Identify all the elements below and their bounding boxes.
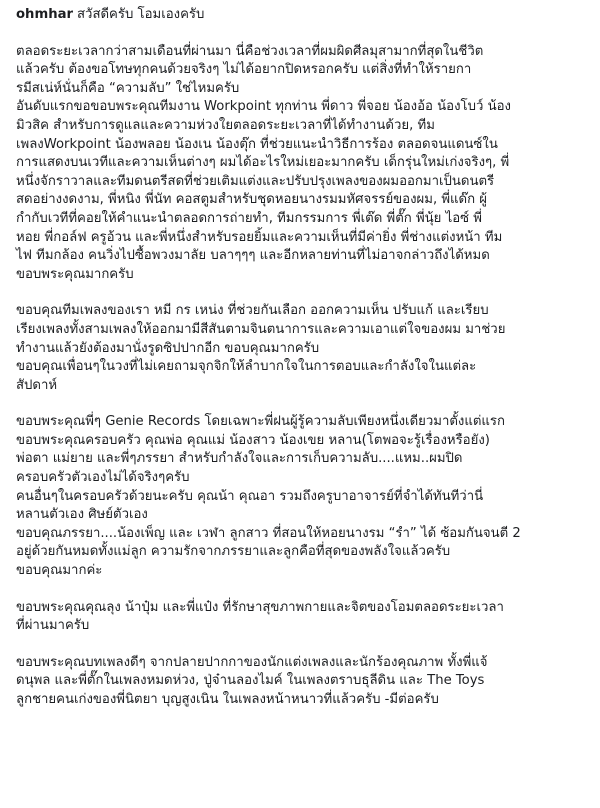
text-line: อันดับแรกขอขอบพระคุณทีมงาน Workpoint ทุกท่าน พี่ดาว พี่จอย น้องอ้อ น้องโบว์ น้อง (16, 99, 511, 115)
text-line: ขอบคุณเพื่อนๆในวงที่ไม่เคยถามจุกจิกให้ลำบากใจในการตอบและกำลังใจในแต่ละ (16, 359, 477, 375)
text-line: แล้วครับ ต้องขอโทษทุกคนด้วยจริงๆ ไม่ได้อยากปิดหรอกครับ แต่สิ่งที่ทำให้รายกา (16, 62, 472, 78)
text-line: ดนุพล และพี่ตั๊กในเพลงหมดห่วง, ปู่จ๋านลองไมค์ ในเพลงตราบธุลีดิน และ The Toys (16, 673, 485, 689)
text-line: ขอบพระคุณมากครับ (16, 266, 134, 282)
paragraph (16, 43, 586, 285)
post-header (16, 6, 586, 25)
text-line: หนึ่งจักราวาลและทีมดนตรีสดที่ช่วยเติมแต่งและปรับปรุงเพลงของผมออกมาเป็นดนตรี (16, 173, 495, 189)
text-line: มิวสิค สำหรับการดูแลและความห่วงใยตลอดระยะเวลาที่ได้ทำงานด้วย, ทีม (16, 117, 435, 133)
text-line: เพลงWorkpoint น้องพลอย น้องเน น้องตุ๊ก ที่ช่วยแนะนำวิธีการร้อง ตลอดจนแดนซ์ใน (16, 136, 498, 152)
paragraph (16, 413, 586, 580)
text-line: ที่ผ่านมาครับ (16, 618, 90, 634)
post-text (16, 43, 586, 710)
text-line: อยู่ด้วยกันหมดทั้งแม่ลูก ความรักจากภรรยาและลูกคือที่สุดของพลังใจแล้วครับ (16, 544, 451, 560)
text-line: ขอบคุณมากค่ะ (16, 563, 103, 579)
text-line: ตลอดระยะเวลากว่าสามเดือนที่ผ่านมา นี่คือช่วงเวลาที่ผมผิดศีลมุสามากที่สุดในชีวิต (16, 43, 484, 59)
text-line: ขอบพระคุณคุณลุง น้าปุ๋ม และพี่แป๋ง ที่รักษาสุขภาพกายและจิตของโอมตลอดระยะเวลา (16, 599, 504, 615)
text-line: ทำงานแล้วยังต้องมานั่งรูดซิปปากอีก ขอบคุณมากครับ (16, 340, 320, 356)
text-line: การแสดงบนเวทีและความเห็นต่างๆ ผมได้อะไรใหม่เยอะมากครับ เด็กรุ่นใหม่เก่งจริงๆ, พี่ (16, 155, 510, 171)
text-line: กำกับเวทีที่คอยให้คำแนะนำตลอดการถ่ายทำ, ทีมกรรมการ พี่เต๊ด พี่ตั๊ก พี่นุ้ย ไอซ์ พี่ (16, 210, 482, 226)
text-line: ขอบพระคุณบทเพลงดีๆ จากปลายปากกาของนักแต่งเพลงและนักร้องคุณภาพ ทั้งพี่แจ้ (16, 654, 488, 670)
text-line: ครอบครัวตัวเองไม่ได้จริงๆครับ (16, 470, 190, 486)
text-line: พ่อตา แม่ยาย และพี่ๆภรรยา สำหรับกำลังใจและการเก็บความลับ....แหม..ผมปิด (16, 451, 463, 467)
author-name[interactable]: ohmhar (16, 7, 73, 22)
text-line: ขอบคุณทีมเพลงของเรา หมี กร เหน่ง ที่ช่วยกันเลือก ออกความเห็น ปรับแก้ และเรียบ (16, 303, 489, 319)
text-line: หอย พี่กอล์ฟ ครูอ้วน และพี่หนึ่งสำหรับรอยยิ้มและความเห็นที่มีค่ายิ่ง พี่ช่างแต่งหน้า ทีม (16, 229, 503, 245)
text-line: ขอบพระคุณพี่ๆ Genie Records โดยเฉพาะพี่ฝนผู้รู้ความลับเพียงหนึ่งเดียวมาตั้งแต่แรก (16, 414, 505, 430)
paragraph (16, 599, 586, 636)
text-line: สัปดาห์ (16, 377, 58, 393)
text-line: ขอบคุณภรรยา....น้องเพ็ญ และ เวฬา ลูกสาว ที่สอนให้หอยนางรม “รำ” ได้ ซ้อมกันจนตี 2 (16, 525, 521, 541)
greeting-text: สวัสดีครับ โอมเองครับ (76, 7, 205, 22)
text-line: รมีสเน่ห์นั่นก็คือ “ความลับ” ใช่ไหมครับ (16, 80, 240, 96)
text-line: คนอื่นๆในครอบครัวด้วยนะครับ คุณน้า คุณอา รวมถึงครูบาอาจารย์ที่จำได้ทันทีว่านี่ (16, 488, 484, 504)
text-line: ขอบพระคุณครอบครัว คุณพ่อ คุณแม่ น้องสาว น้องเขย หลาน(โตพอจะรู้เรื่องหรือยัง) (16, 432, 490, 448)
text-line: เรียงเพลงทั้งสามเพลงให้ออกมามีสีสันตามจินตนาการและความเอาแต่ใจของผม มาช่วย (16, 321, 506, 337)
text-line: ลูกชายคนเก่งของพี่นิตยา บุญสูงเนิน ในเพลงหน้าหนาวที่แล้วครับ -มีต่อครับ (16, 692, 439, 707)
text-line: หลานตัวเอง ศิษย์ตัวเอง (16, 507, 148, 523)
text-line: ไฟ ทีมกล้อง คนวิ่งไปซื้อพวงมาลัย บลาๆๆๆ และอีกหลายท่านที่ไม่อาจกล่าวถึงได้หมด (16, 248, 490, 264)
paragraph (16, 654, 586, 710)
text-line: สดอย่างงดงาม, พี่หนิง พี่นัท คอสตูมสำหรับชุดหอยนางรมมหัศจรรย์ของผม, พี่แด๊ก ผู้ (16, 192, 488, 208)
paragraph (16, 302, 586, 395)
